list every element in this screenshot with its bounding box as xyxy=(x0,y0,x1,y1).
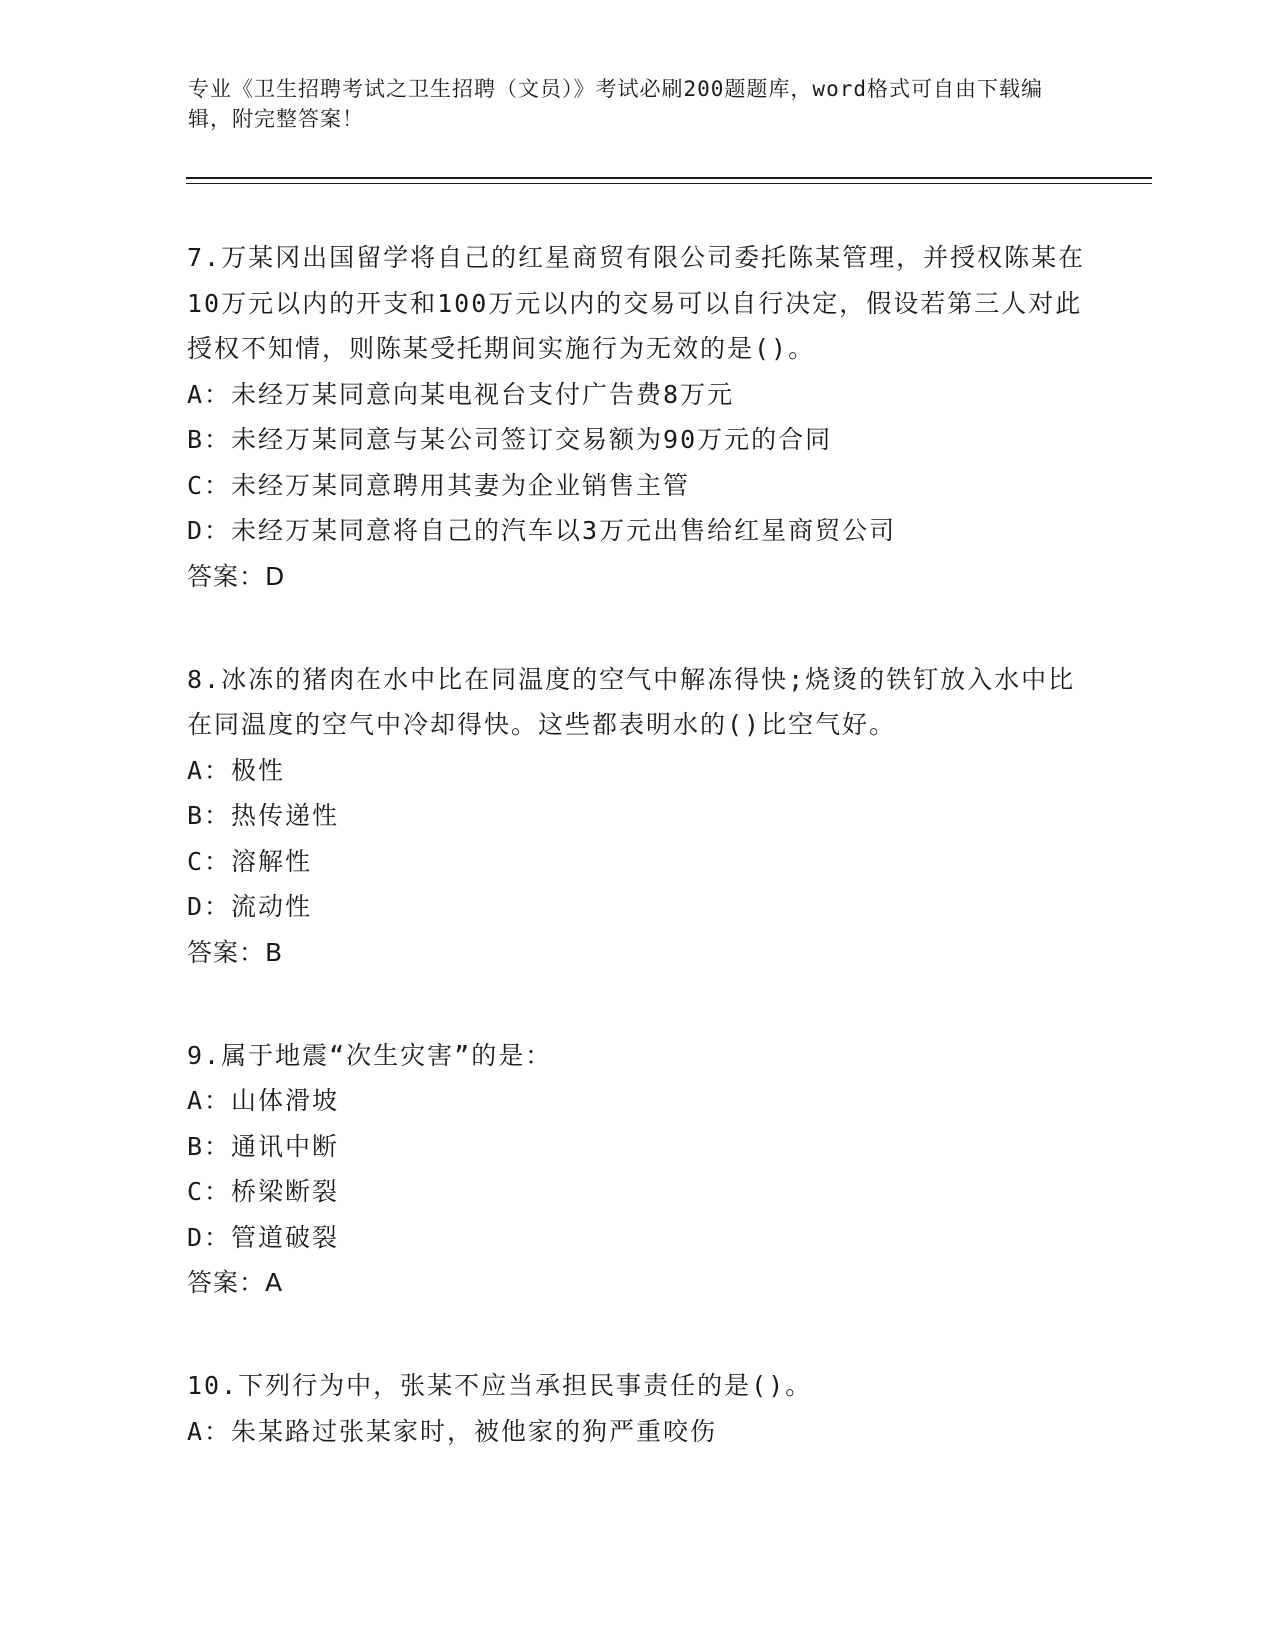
question-10 xyxy=(187,1363,1087,1454)
document-header: 专业《卫生招聘考试之卫生招聘（文员）》考试必刷200题题库，word格式可自由下载编辑，附完整答案！ xyxy=(188,77,1043,131)
answer-line: 答案：B xyxy=(187,937,284,967)
question-stem: 7.万某冈出国留学将自己的红星商贸有限公司委托陈某管理，并授权陈某在10万元以内的开支和100万元以内的交易可以自行决定，假设若第三人对此授权不知情，则陈某受托期间实施行为无效的是()。 xyxy=(187,243,1086,363)
option-b: B：热传递性 xyxy=(187,801,340,830)
option-d: D：流动性 xyxy=(187,892,313,921)
question-spacer xyxy=(187,976,1087,1033)
header-rule-thick xyxy=(186,177,1152,179)
question-spacer xyxy=(187,600,1087,657)
question-7 xyxy=(187,235,1087,600)
question-list xyxy=(187,235,1087,1454)
option-c: C：未经万某同意聘用其妻为企业销售主管 xyxy=(187,470,691,500)
option-a: A：极性 xyxy=(187,755,286,785)
question-spacer xyxy=(187,1306,1087,1363)
option-b: B：通讯中断 xyxy=(187,1131,340,1161)
option-d: D：管道破裂 xyxy=(187,1222,340,1252)
answer-line: 答案：A xyxy=(187,1268,284,1297)
option-c: C：溶解性 xyxy=(187,846,313,876)
option-b: B：未经万某同意与某公司签订交易额为90万元的合同 xyxy=(187,425,833,454)
answer-line: 答案：D xyxy=(187,561,286,591)
option-d: D：未经万某同意将自己的汽车以3万元出售给红星商贸公司 xyxy=(187,516,897,545)
option-a: A：未经万某同意向某电视台支付广告费8万元 xyxy=(187,379,735,409)
question-stem: 9.属于地震“次生灾害”的是： xyxy=(187,1040,553,1070)
question-stem: 8.冰冻的猪肉在水中比在同温度的空气中解冻得快;烧烫的铁钉放入水中比在同温度的空气中冷却得快。这些都表明水的()比空气好。 xyxy=(187,664,1076,739)
option-a: A：朱某路过张某家时，被他家的狗严重咬伤 xyxy=(187,1416,718,1446)
header-rule-thin xyxy=(186,183,1152,184)
question-stem: 10.下列行为中，张某不应当承担民事责任的是()。 xyxy=(187,1371,813,1400)
question-8 xyxy=(187,657,1087,976)
question-9 xyxy=(187,1033,1087,1307)
option-a: A：山体滑坡 xyxy=(187,1086,340,1115)
option-c: C：桥梁断裂 xyxy=(187,1177,340,1206)
